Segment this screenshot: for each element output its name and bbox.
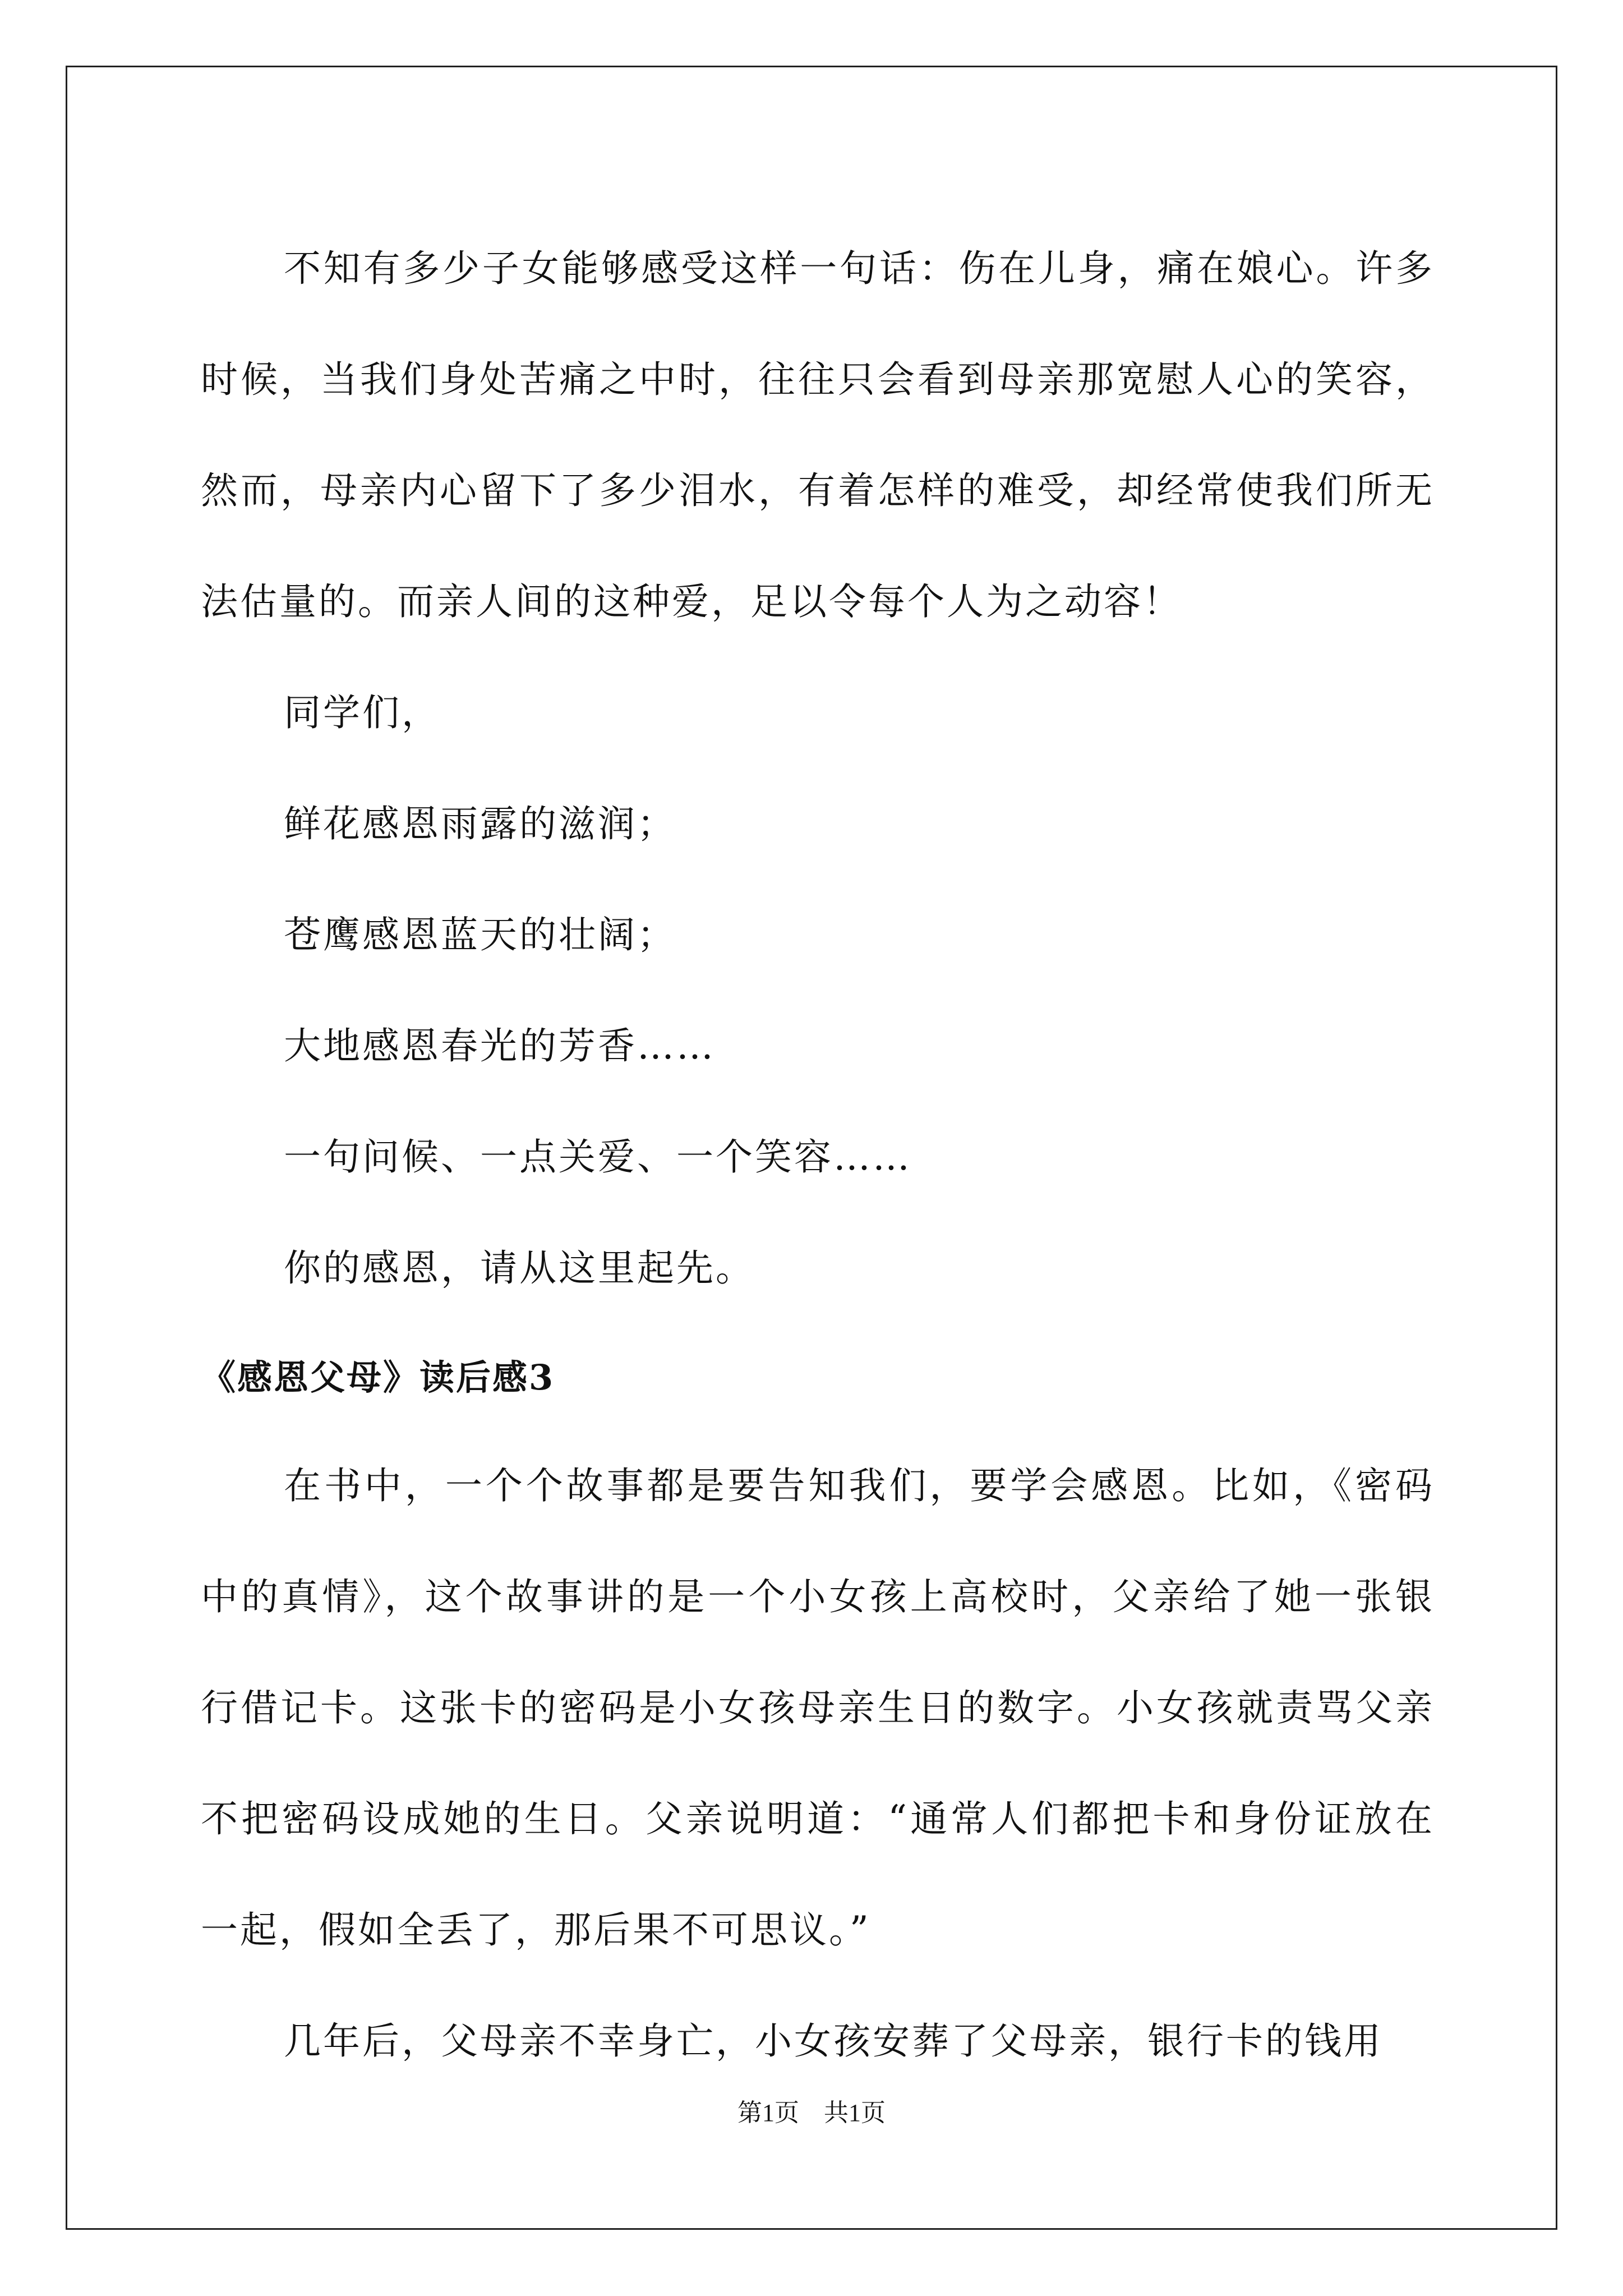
page-number-label: 第1页	[737, 2099, 799, 2127]
paragraph-3: 鲜花感恩雨露的滋润；	[284, 802, 676, 845]
page-footer	[0, 2092, 1623, 2128]
paragraph-7: 你的感恩，请从这里起先。	[284, 1246, 755, 1290]
document-body	[201, 213, 1435, 2097]
section-heading: 《感恩父母》读后感3	[201, 1357, 555, 1398]
paragraph-5: 大地感恩春光的芳香……	[284, 1024, 716, 1068]
section-paragraph-1: 在书中，一个个故事都是要告知我们，要学会感恩。比如，《密码中的真情》，这个故事讲的是一个小女孩上高校时，父亲给了她一张银行借记卡。这张卡的密码是小女孩母亲生日的数字。小女孩就责骂父亲不把密码设成她的生日。父亲说明道：“通常人们都把卡和身份证放在一起，假如全丢了，那后果不可思议。”	[201, 1464, 1435, 1952]
section-paragraph-2: 几年后，父母亲不幸身亡，小女孩安葬了父母亲，银行卡的钱用	[284, 2019, 1383, 2063]
paragraph-4: 苍鹰感恩蓝天的壮阔；	[284, 913, 676, 956]
paragraph-2: 同学们，	[284, 691, 441, 734]
page-total-label: 共1页	[824, 2099, 886, 2127]
paragraph-6: 一句问候、一点关爱、一个笑容……	[284, 1135, 912, 1179]
paragraph-1: 不知有多少子女能够感受这样一句话：伤在儿身，痛在娘心。许多时候，当我们身处苦痛之中时，往往只会看到母亲那宽慰人心的笑容，然而，母亲内心留下了多少泪水，有着怎样的难受，却经常使我们所无法估量的。而亲人间的这种爱，足以令每个人为之动容！	[201, 247, 1435, 623]
